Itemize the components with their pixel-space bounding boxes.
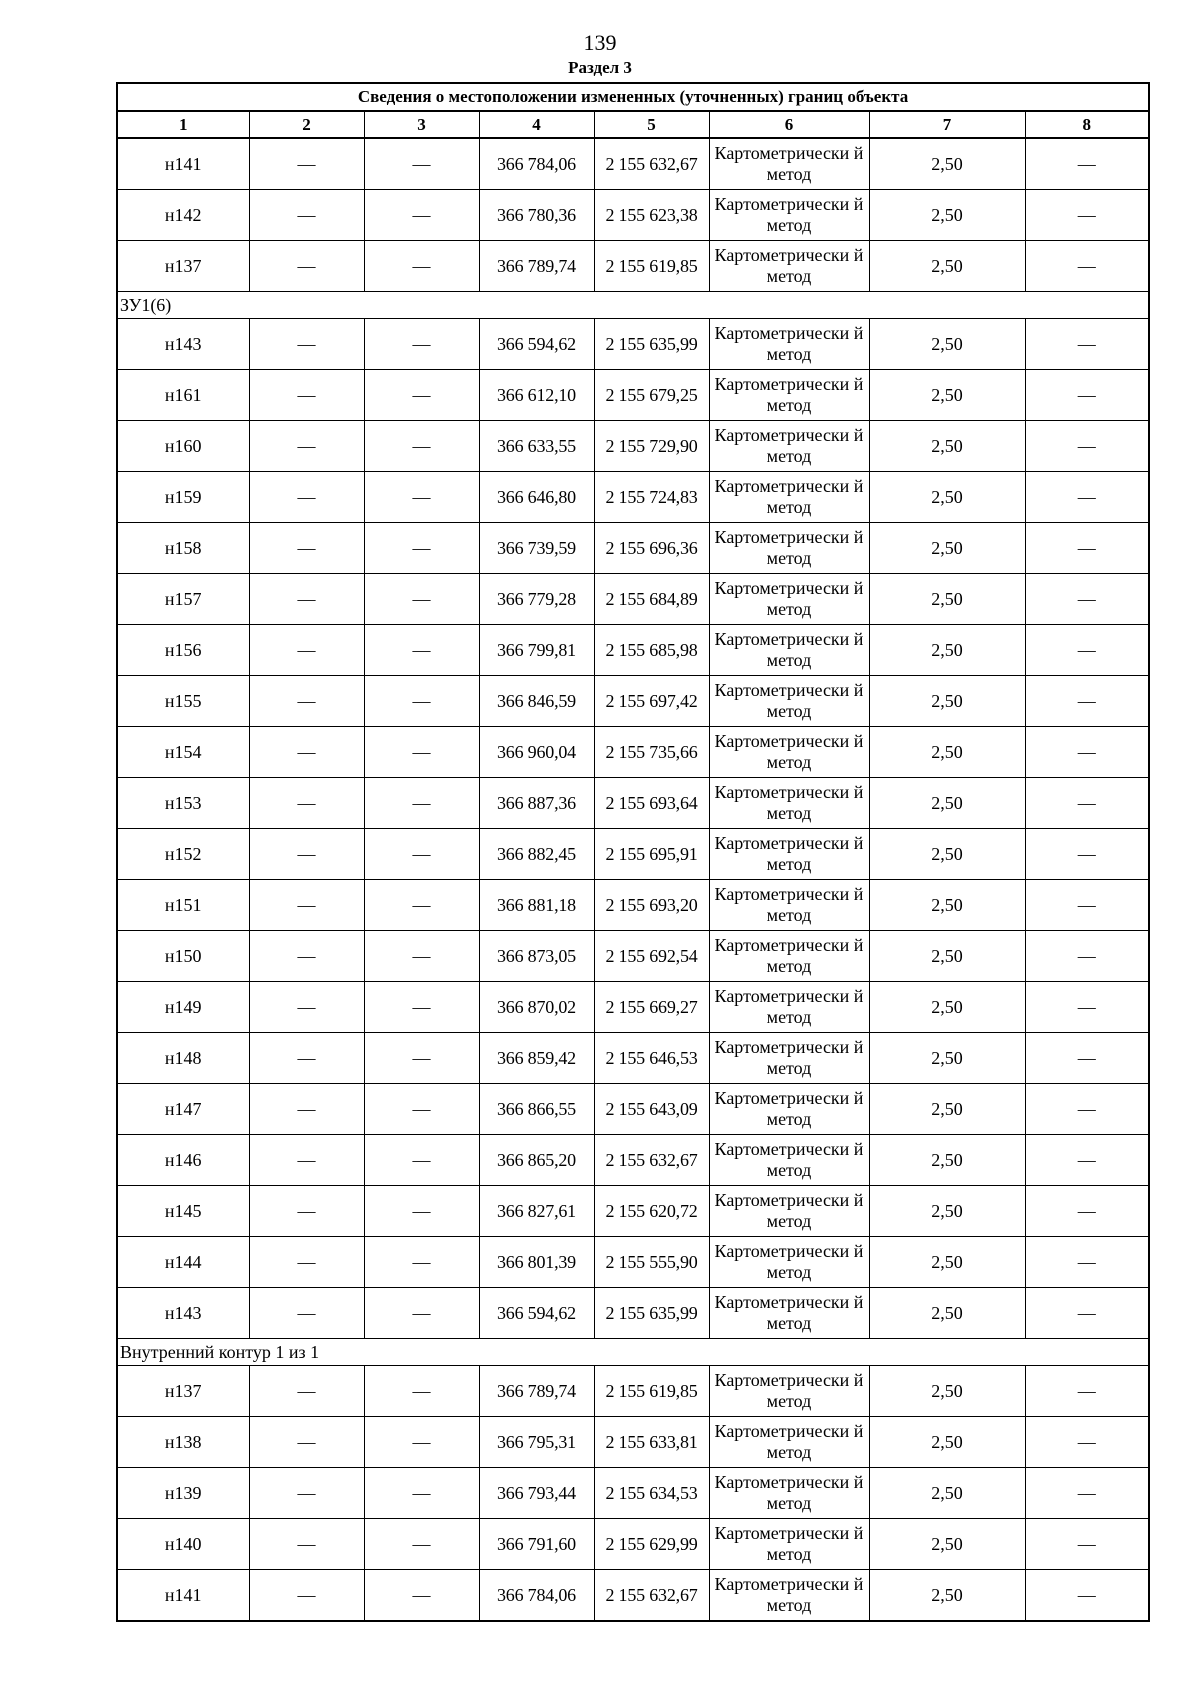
accuracy-cell: 2,50 — [869, 1417, 1025, 1468]
table-title-row — [117, 83, 1149, 111]
point-name-cell: н145 — [117, 1186, 249, 1237]
accuracy-cell: 2,50 — [869, 421, 1025, 472]
y-coordinate-cell: 2 155 635,99 — [594, 1288, 709, 1339]
table-row — [117, 1417, 1149, 1468]
col2-cell: — — [249, 1237, 364, 1288]
col2-cell: — — [249, 1084, 364, 1135]
point-name-cell: н157 — [117, 574, 249, 625]
col3-cell: — — [364, 1135, 479, 1186]
x-coordinate-cell: 366 784,06 — [479, 1570, 594, 1622]
x-coordinate-cell: 366 594,62 — [479, 1288, 594, 1339]
x-coordinate-cell: 366 779,28 — [479, 574, 594, 625]
x-coordinate-cell: 366 960,04 — [479, 727, 594, 778]
x-coordinate-cell: 366 865,20 — [479, 1135, 594, 1186]
col2-cell: — — [249, 138, 364, 190]
table-row — [117, 1519, 1149, 1570]
accuracy-cell: 2,50 — [869, 1366, 1025, 1417]
col2-cell: — — [249, 829, 364, 880]
x-coordinate-cell: 366 789,74 — [479, 241, 594, 292]
col8-cell: — — [1025, 1033, 1149, 1084]
col2-cell: — — [249, 1186, 364, 1237]
point-name-cell: н137 — [117, 241, 249, 292]
col3-cell: — — [364, 1468, 479, 1519]
col8-cell: — — [1025, 880, 1149, 931]
col8-cell: — — [1025, 1366, 1149, 1417]
method-cell: Картометрически й метод — [709, 1084, 869, 1135]
col3-cell: — — [364, 982, 479, 1033]
col2-cell: — — [249, 1570, 364, 1622]
y-coordinate-cell: 2 155 623,38 — [594, 190, 709, 241]
column-header-7: 7 — [869, 111, 1025, 138]
y-coordinate-cell: 2 155 724,83 — [594, 472, 709, 523]
table-row — [117, 241, 1149, 292]
point-name-cell: н150 — [117, 931, 249, 982]
accuracy-cell: 2,50 — [869, 138, 1025, 190]
col8-cell: — — [1025, 1570, 1149, 1622]
method-cell: Картометрически й метод — [709, 1237, 869, 1288]
table-row — [117, 1468, 1149, 1519]
x-coordinate-cell: 366 881,18 — [479, 880, 594, 931]
accuracy-cell: 2,50 — [869, 1288, 1025, 1339]
x-coordinate-cell: 366 866,55 — [479, 1084, 594, 1135]
table-row — [117, 574, 1149, 625]
page-number: 139 — [583, 30, 617, 55]
point-name-cell: н148 — [117, 1033, 249, 1084]
col3-cell: — — [364, 421, 479, 472]
table-row — [117, 880, 1149, 931]
col2-cell: — — [249, 472, 364, 523]
y-coordinate-cell: 2 155 693,64 — [594, 778, 709, 829]
method-cell: Картометрически й метод — [709, 829, 869, 880]
table-row — [117, 1570, 1149, 1622]
y-coordinate-cell: 2 155 669,27 — [594, 982, 709, 1033]
col8-cell: — — [1025, 523, 1149, 574]
column-header-6: 6 — [709, 111, 869, 138]
col8-cell: — — [1025, 829, 1149, 880]
column-header-8: 8 — [1025, 111, 1149, 138]
group-row — [117, 292, 1149, 319]
y-coordinate-cell: 2 155 633,81 — [594, 1417, 709, 1468]
accuracy-cell: 2,50 — [869, 931, 1025, 982]
accuracy-cell: 2,50 — [869, 829, 1025, 880]
accuracy-cell: 2,50 — [869, 880, 1025, 931]
col3-cell: — — [364, 574, 479, 625]
col2-cell: — — [249, 1468, 364, 1519]
group-label: ЗУ1(6) — [117, 292, 1149, 319]
col3-cell: — — [364, 1417, 479, 1468]
col3-cell: — — [364, 625, 479, 676]
col2-cell: — — [249, 241, 364, 292]
col2-cell: — — [249, 319, 364, 370]
col3-cell: — — [364, 241, 479, 292]
table-row — [117, 625, 1149, 676]
col8-cell: — — [1025, 727, 1149, 778]
x-coordinate-cell: 366 793,44 — [479, 1468, 594, 1519]
col3-cell: — — [364, 1366, 479, 1417]
col2-cell: — — [249, 190, 364, 241]
point-name-cell: н141 — [117, 1570, 249, 1622]
accuracy-cell: 2,50 — [869, 727, 1025, 778]
col8-cell: — — [1025, 931, 1149, 982]
col2-cell: — — [249, 1135, 364, 1186]
accuracy-cell: 2,50 — [869, 1237, 1025, 1288]
y-coordinate-cell: 2 155 619,85 — [594, 241, 709, 292]
col8-cell: — — [1025, 1519, 1149, 1570]
column-header-4: 4 — [479, 111, 594, 138]
point-name-cell: н156 — [117, 625, 249, 676]
col2-cell: — — [249, 421, 364, 472]
col2-cell: — — [249, 574, 364, 625]
col8-cell: — — [1025, 625, 1149, 676]
method-cell: Картометрически й метод — [709, 138, 869, 190]
point-name-cell: н159 — [117, 472, 249, 523]
point-name-cell: н139 — [117, 1468, 249, 1519]
column-header-1: 1 — [117, 111, 249, 138]
col2-cell: — — [249, 727, 364, 778]
y-coordinate-cell: 2 155 685,98 — [594, 625, 709, 676]
table-row — [117, 676, 1149, 727]
x-coordinate-cell: 366 827,61 — [479, 1186, 594, 1237]
y-coordinate-cell: 2 155 697,42 — [594, 676, 709, 727]
col8-cell: — — [1025, 1135, 1149, 1186]
accuracy-cell: 2,50 — [869, 676, 1025, 727]
col2-cell: — — [249, 625, 364, 676]
method-cell: Картометрически й метод — [709, 931, 869, 982]
point-name-cell: н138 — [117, 1417, 249, 1468]
accuracy-cell: 2,50 — [869, 1033, 1025, 1084]
point-name-cell: н143 — [117, 319, 249, 370]
table-row — [117, 931, 1149, 982]
y-coordinate-cell: 2 155 696,36 — [594, 523, 709, 574]
point-name-cell: н137 — [117, 1366, 249, 1417]
method-cell: Картометрически й метод — [709, 472, 869, 523]
x-coordinate-cell: 366 791,60 — [479, 1519, 594, 1570]
method-cell: Картометрически й метод — [709, 1519, 869, 1570]
col8-cell: — — [1025, 241, 1149, 292]
point-name-cell: н149 — [117, 982, 249, 1033]
col3-cell: — — [364, 1237, 479, 1288]
point-name-cell: н158 — [117, 523, 249, 574]
point-name-cell: н142 — [117, 190, 249, 241]
method-cell: Картометрически й метод — [709, 1033, 869, 1084]
col3-cell: — — [364, 778, 479, 829]
col3-cell: — — [364, 472, 479, 523]
x-coordinate-cell: 366 646,80 — [479, 472, 594, 523]
y-coordinate-cell: 2 155 635,99 — [594, 319, 709, 370]
y-coordinate-cell: 2 155 632,67 — [594, 1570, 709, 1622]
col8-cell: — — [1025, 1084, 1149, 1135]
x-coordinate-cell: 366 612,10 — [479, 370, 594, 421]
col8-cell: — — [1025, 138, 1149, 190]
table-row — [117, 1033, 1149, 1084]
x-coordinate-cell: 366 873,05 — [479, 931, 594, 982]
table-row — [117, 982, 1149, 1033]
method-cell: Картометрически й метод — [709, 421, 869, 472]
point-name-cell: н155 — [117, 676, 249, 727]
col2-cell: — — [249, 982, 364, 1033]
col8-cell: — — [1025, 1237, 1149, 1288]
accuracy-cell: 2,50 — [869, 574, 1025, 625]
col3-cell: — — [364, 1186, 479, 1237]
y-coordinate-cell: 2 155 693,20 — [594, 880, 709, 931]
col8-cell: — — [1025, 190, 1149, 241]
y-coordinate-cell: 2 155 646,53 — [594, 1033, 709, 1084]
col3-cell: — — [364, 138, 479, 190]
boundary-coordinates-table — [116, 82, 1150, 1622]
col2-cell: — — [249, 1033, 364, 1084]
x-coordinate-cell: 366 795,31 — [479, 1417, 594, 1468]
y-coordinate-cell: 2 155 634,53 — [594, 1468, 709, 1519]
method-cell: Картометрически й метод — [709, 1366, 869, 1417]
x-coordinate-cell: 366 784,06 — [479, 138, 594, 190]
y-coordinate-cell: 2 155 695,91 — [594, 829, 709, 880]
method-cell: Картометрически й метод — [709, 370, 869, 421]
col2-cell: — — [249, 1519, 364, 1570]
method-cell: Картометрически й метод — [709, 574, 869, 625]
table-row — [117, 1186, 1149, 1237]
point-name-cell: н143 — [117, 1288, 249, 1339]
table-row — [117, 319, 1149, 370]
col3-cell: — — [364, 1570, 479, 1622]
accuracy-cell: 2,50 — [869, 1186, 1025, 1237]
table-row — [117, 523, 1149, 574]
column-header-row — [117, 111, 1149, 138]
x-coordinate-cell: 366 739,59 — [479, 523, 594, 574]
col8-cell: — — [1025, 574, 1149, 625]
method-cell: Картометрически й метод — [709, 1417, 869, 1468]
col8-cell: — — [1025, 778, 1149, 829]
method-cell: Картометрически й метод — [709, 676, 869, 727]
col8-cell: — — [1025, 370, 1149, 421]
col8-cell: — — [1025, 1288, 1149, 1339]
column-header-2: 2 — [249, 111, 364, 138]
y-coordinate-cell: 2 155 643,09 — [594, 1084, 709, 1135]
x-coordinate-cell: 366 870,02 — [479, 982, 594, 1033]
y-coordinate-cell: 2 155 692,54 — [594, 931, 709, 982]
accuracy-cell: 2,50 — [869, 241, 1025, 292]
col3-cell: — — [364, 1033, 479, 1084]
accuracy-cell: 2,50 — [869, 523, 1025, 574]
point-name-cell: н152 — [117, 829, 249, 880]
x-coordinate-cell: 366 801,39 — [479, 1237, 594, 1288]
method-cell: Картометрически й метод — [709, 190, 869, 241]
accuracy-cell: 2,50 — [869, 982, 1025, 1033]
accuracy-cell: 2,50 — [869, 1135, 1025, 1186]
table-row — [117, 1084, 1149, 1135]
col3-cell: — — [364, 1519, 479, 1570]
y-coordinate-cell: 2 155 632,67 — [594, 138, 709, 190]
method-cell: Картометрически й метод — [709, 778, 869, 829]
method-cell: Картометрически й метод — [709, 1288, 869, 1339]
column-header-5: 5 — [594, 111, 709, 138]
col8-cell: — — [1025, 982, 1149, 1033]
section-title: Раздел 3 — [568, 58, 632, 77]
method-cell: Картометрически й метод — [709, 319, 869, 370]
column-header-3: 3 — [364, 111, 479, 138]
col8-cell: — — [1025, 472, 1149, 523]
y-coordinate-cell: 2 155 679,25 — [594, 370, 709, 421]
y-coordinate-cell: 2 155 629,99 — [594, 1519, 709, 1570]
col3-cell: — — [364, 370, 479, 421]
col3-cell: — — [364, 523, 479, 574]
method-cell: Картометрически й метод — [709, 241, 869, 292]
method-cell: Картометрически й метод — [709, 625, 869, 676]
point-name-cell: н160 — [117, 421, 249, 472]
group-label: Внутренний контур 1 из 1 — [117, 1339, 1149, 1366]
y-coordinate-cell: 2 155 632,67 — [594, 1135, 709, 1186]
col2-cell: — — [249, 370, 364, 421]
col8-cell: — — [1025, 1186, 1149, 1237]
x-coordinate-cell: 366 887,36 — [479, 778, 594, 829]
method-cell: Картометрически й метод — [709, 727, 869, 778]
method-cell: Картометрически й метод — [709, 1570, 869, 1622]
accuracy-cell: 2,50 — [869, 370, 1025, 421]
col8-cell: — — [1025, 421, 1149, 472]
table-row — [117, 370, 1149, 421]
method-cell: Картометрически й метод — [709, 1186, 869, 1237]
point-name-cell: н140 — [117, 1519, 249, 1570]
table-row — [117, 1366, 1149, 1417]
method-cell: Картометрически й метод — [709, 880, 869, 931]
x-coordinate-cell: 366 780,36 — [479, 190, 594, 241]
x-coordinate-cell: 366 882,45 — [479, 829, 594, 880]
group-row — [117, 1339, 1149, 1366]
point-name-cell: н141 — [117, 138, 249, 190]
x-coordinate-cell: 366 594,62 — [479, 319, 594, 370]
table-row — [117, 472, 1149, 523]
col8-cell: — — [1025, 676, 1149, 727]
accuracy-cell: 2,50 — [869, 1570, 1025, 1622]
point-name-cell: н144 — [117, 1237, 249, 1288]
y-coordinate-cell: 2 155 729,90 — [594, 421, 709, 472]
col2-cell: — — [249, 1366, 364, 1417]
col2-cell: — — [249, 880, 364, 931]
col8-cell: — — [1025, 1417, 1149, 1468]
accuracy-cell: 2,50 — [869, 1468, 1025, 1519]
col8-cell: — — [1025, 1468, 1149, 1519]
point-name-cell: н153 — [117, 778, 249, 829]
col8-cell: — — [1025, 319, 1149, 370]
method-cell: Картометрически й метод — [709, 523, 869, 574]
col3-cell: — — [364, 1084, 479, 1135]
x-coordinate-cell: 366 799,81 — [479, 625, 594, 676]
table-row — [117, 1237, 1149, 1288]
table-row — [117, 138, 1149, 190]
col2-cell: — — [249, 931, 364, 982]
point-name-cell: н146 — [117, 1135, 249, 1186]
x-coordinate-cell: 366 789,74 — [479, 1366, 594, 1417]
col3-cell: — — [364, 319, 479, 370]
y-coordinate-cell: 2 155 735,66 — [594, 727, 709, 778]
col2-cell: — — [249, 523, 364, 574]
table-row — [117, 190, 1149, 241]
col3-cell: — — [364, 931, 479, 982]
col3-cell: — — [364, 190, 479, 241]
accuracy-cell: 2,50 — [869, 472, 1025, 523]
y-coordinate-cell: 2 155 684,89 — [594, 574, 709, 625]
table-row — [117, 421, 1149, 472]
x-coordinate-cell: 366 846,59 — [479, 676, 594, 727]
y-coordinate-cell: 2 155 619,85 — [594, 1366, 709, 1417]
col2-cell: — — [249, 778, 364, 829]
col2-cell: — — [249, 1417, 364, 1468]
method-cell: Картометрически й метод — [709, 1135, 869, 1186]
y-coordinate-cell: 2 155 555,90 — [594, 1237, 709, 1288]
point-name-cell: н154 — [117, 727, 249, 778]
x-coordinate-cell: 366 859,42 — [479, 1033, 594, 1084]
x-coordinate-cell: 366 633,55 — [479, 421, 594, 472]
accuracy-cell: 2,50 — [869, 319, 1025, 370]
method-cell: Картометрически й метод — [709, 982, 869, 1033]
col2-cell: — — [249, 676, 364, 727]
col3-cell: — — [364, 676, 479, 727]
method-cell: Картометрически й метод — [709, 1468, 869, 1519]
accuracy-cell: 2,50 — [869, 1519, 1025, 1570]
accuracy-cell: 2,50 — [869, 1084, 1025, 1135]
point-name-cell: н147 — [117, 1084, 249, 1135]
table-row — [117, 778, 1149, 829]
table-row — [117, 829, 1149, 880]
col2-cell: — — [249, 1288, 364, 1339]
table-title: Сведения о местоположении измененных (уточненных) границ объекта — [117, 83, 1149, 111]
col3-cell: — — [364, 727, 479, 778]
col3-cell: — — [364, 1288, 479, 1339]
col3-cell: — — [364, 880, 479, 931]
accuracy-cell: 2,50 — [869, 778, 1025, 829]
table-row — [117, 1288, 1149, 1339]
accuracy-cell: 2,50 — [869, 190, 1025, 241]
table-row — [117, 727, 1149, 778]
y-coordinate-cell: 2 155 620,72 — [594, 1186, 709, 1237]
table-row — [117, 1135, 1149, 1186]
point-name-cell: н161 — [117, 370, 249, 421]
point-name-cell: н151 — [117, 880, 249, 931]
col3-cell: — — [364, 829, 479, 880]
accuracy-cell: 2,50 — [869, 625, 1025, 676]
